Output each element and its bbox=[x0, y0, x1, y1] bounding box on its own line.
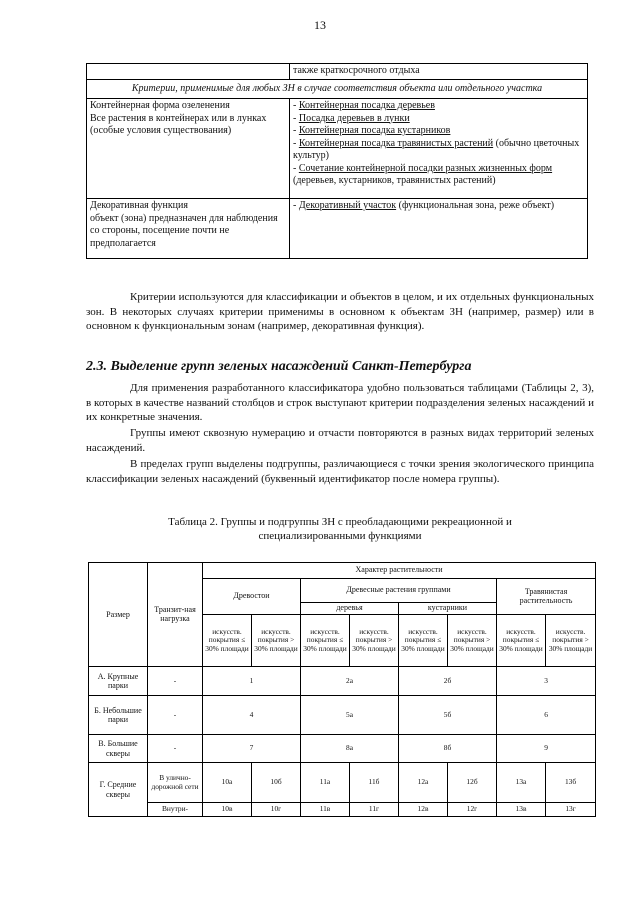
table-cell bbox=[290, 199, 588, 259]
row-transit: В улично-дорожной сети bbox=[148, 763, 203, 803]
group-cell: 2б bbox=[399, 667, 497, 696]
group-cell: 1 bbox=[203, 667, 301, 696]
row-size: В. Большие скверы bbox=[89, 735, 148, 763]
header-stand: Древостои bbox=[203, 579, 301, 615]
group-cell: 5а bbox=[301, 696, 399, 735]
header-woody-groups: Древесные растения группами bbox=[301, 579, 497, 603]
group-cell: 6 bbox=[497, 696, 596, 735]
group-cell: 11г bbox=[350, 803, 399, 817]
group-cell: 10в bbox=[203, 803, 252, 817]
header-cover-le: искусств. покрытия ≤ 30% площади bbox=[203, 615, 252, 667]
group-cell: 13в bbox=[497, 803, 546, 817]
list-item: - Сочетание контейнерной посадки разных жизненных форм (деревьев, кустарников, травянистых растений) bbox=[293, 162, 553, 186]
header-cover-le: искусств. покрытия ≤ 30% площади bbox=[497, 615, 546, 667]
group-cell: 12а bbox=[399, 763, 448, 803]
group-cell: 2а bbox=[301, 667, 399, 696]
header-size: Размер bbox=[89, 563, 148, 667]
header-shrubs: кустарники bbox=[399, 603, 497, 615]
table-row bbox=[89, 563, 596, 579]
header-trees: деревья bbox=[301, 603, 399, 615]
group-cell: 3 bbox=[497, 667, 596, 696]
group-cell: 11в bbox=[301, 803, 350, 817]
criterion-title: Контейнерная форма озеленения bbox=[90, 100, 230, 111]
table-cell bbox=[87, 64, 290, 80]
group-cell: 12г bbox=[448, 803, 497, 817]
group-cell: 12б bbox=[448, 763, 497, 803]
group-cell: 12в bbox=[399, 803, 448, 817]
group-cell: 8б bbox=[399, 735, 497, 763]
header-herb: Травянистая растительность bbox=[497, 579, 596, 615]
row-transit: - bbox=[148, 667, 203, 696]
group-cell: 13б bbox=[546, 763, 596, 803]
row-transit: - bbox=[148, 735, 203, 763]
paragraph: Для применения разработанного классификатора удобно пользоваться таблицами (Таблицы 2, 3), в которых в качестве названий столбцов и строк выступают критерии подразделения зеленых насаждений и их конкретные значения. bbox=[86, 382, 594, 424]
criterion-title: Декоративная функция bbox=[90, 200, 188, 211]
section-heading: 2.3. Выделение групп зеленых насаждений Санкт-Петербурга bbox=[86, 359, 472, 374]
table-row bbox=[89, 667, 596, 696]
table-cell bbox=[290, 99, 588, 199]
header-cover-le: искусств. покрытия ≤ 30% площади bbox=[301, 615, 350, 667]
table-row bbox=[87, 64, 588, 80]
caption-line: специализированными функциями bbox=[258, 530, 422, 542]
header-cover-gt: искусств. покрытия > 30% площади bbox=[252, 615, 301, 667]
criteria-table bbox=[86, 63, 588, 259]
subgroup-list bbox=[293, 100, 584, 188]
caption-line: Таблица 2. Группы и подгруппы ЗН с преобладающими рекреационной и bbox=[168, 516, 512, 528]
group-cell: 13а bbox=[497, 763, 546, 803]
criteria-header: Критерии, применимые для любых ЗН в случае соответствия объекта или отдельного участка bbox=[87, 79, 588, 99]
group-cell: 9 bbox=[497, 735, 596, 763]
list-item: - Контейнерная посадка травянистых растений (обычно цветочных культур) bbox=[293, 137, 580, 161]
row-transit: - bbox=[148, 696, 203, 735]
row-size: А. Крупные парки bbox=[89, 667, 148, 696]
table-caption bbox=[86, 515, 594, 543]
header-cover-gt: искусств. покрытия > 30% площади bbox=[350, 615, 399, 667]
group-cell: 7 bbox=[203, 735, 301, 763]
list-item: - Контейнерная посадка кустарников bbox=[293, 125, 451, 136]
header-character: Характер растительности bbox=[203, 563, 596, 579]
subgroup-list bbox=[293, 200, 584, 213]
groups-table bbox=[88, 562, 596, 817]
group-cell: 11б bbox=[350, 763, 399, 803]
table-row bbox=[87, 199, 588, 259]
table-row bbox=[89, 763, 596, 803]
page-number: 13 bbox=[314, 18, 326, 32]
group-cell: 10а bbox=[203, 763, 252, 803]
paragraph: Группы имеют сквозную нумерацию и отчасти повторяются в разных видах территорий зеленых насаждений. bbox=[86, 427, 594, 454]
row-transit: Внутри- bbox=[148, 803, 203, 817]
criterion-desc: объект (зона) предназначен для наблюдения со стороны, посещение почти не предполагается bbox=[90, 212, 278, 249]
group-cell: 10б bbox=[252, 763, 301, 803]
table-row bbox=[89, 803, 596, 817]
group-cell: 5б bbox=[399, 696, 497, 735]
row-size: Г. Средние скверы bbox=[89, 763, 148, 817]
list-item: - Контейнерная посадка деревьев bbox=[293, 100, 435, 111]
table-row bbox=[89, 696, 596, 735]
paragraph: Критерии используются для классификации и объектов в целом, и их отдельных функциональных зон. В некоторых случаях критерии применимы в основном к объектам ЗН (например, размер) или в основном к функциональным зонам (например, декоративная функция). bbox=[86, 291, 594, 333]
header-cover-gt: искусств. покрытия > 30% площади bbox=[448, 615, 497, 667]
group-cell: 11а bbox=[301, 763, 350, 803]
table-row bbox=[87, 79, 588, 99]
header-cover-le: искусств. покрытия ≤ 30% площади bbox=[399, 615, 448, 667]
group-cell: 4 bbox=[203, 696, 301, 735]
table-cell bbox=[87, 199, 290, 259]
paragraph: В пределах групп выделены подгруппы, различающиеся с точки зрения экологического принципа классификации зеленых насаждений (буквенный идентификатор после номера группы). bbox=[86, 458, 594, 485]
row-size: Б. Небольшие парки bbox=[89, 696, 148, 735]
header-cover-gt: искусств. покрытия > 30% площади bbox=[546, 615, 596, 667]
group-cell: 10г bbox=[252, 803, 301, 817]
group-cell: 8а bbox=[301, 735, 399, 763]
table-row bbox=[89, 735, 596, 763]
criterion-desc: Все растения в контейнерах или в лунках (особые условия существования) bbox=[90, 112, 267, 136]
table-cell bbox=[87, 99, 290, 199]
header-transit: Транзит-ная нагрузка bbox=[148, 563, 203, 667]
list-item: - Декоративный участок (функциональная зона, реже объект) bbox=[293, 200, 555, 211]
group-cell: 13г bbox=[546, 803, 596, 817]
table-cell: также краткосрочного отдыха bbox=[290, 64, 588, 80]
list-item: - Посадка деревьев в лунки bbox=[293, 112, 410, 124]
table-row bbox=[87, 99, 588, 199]
